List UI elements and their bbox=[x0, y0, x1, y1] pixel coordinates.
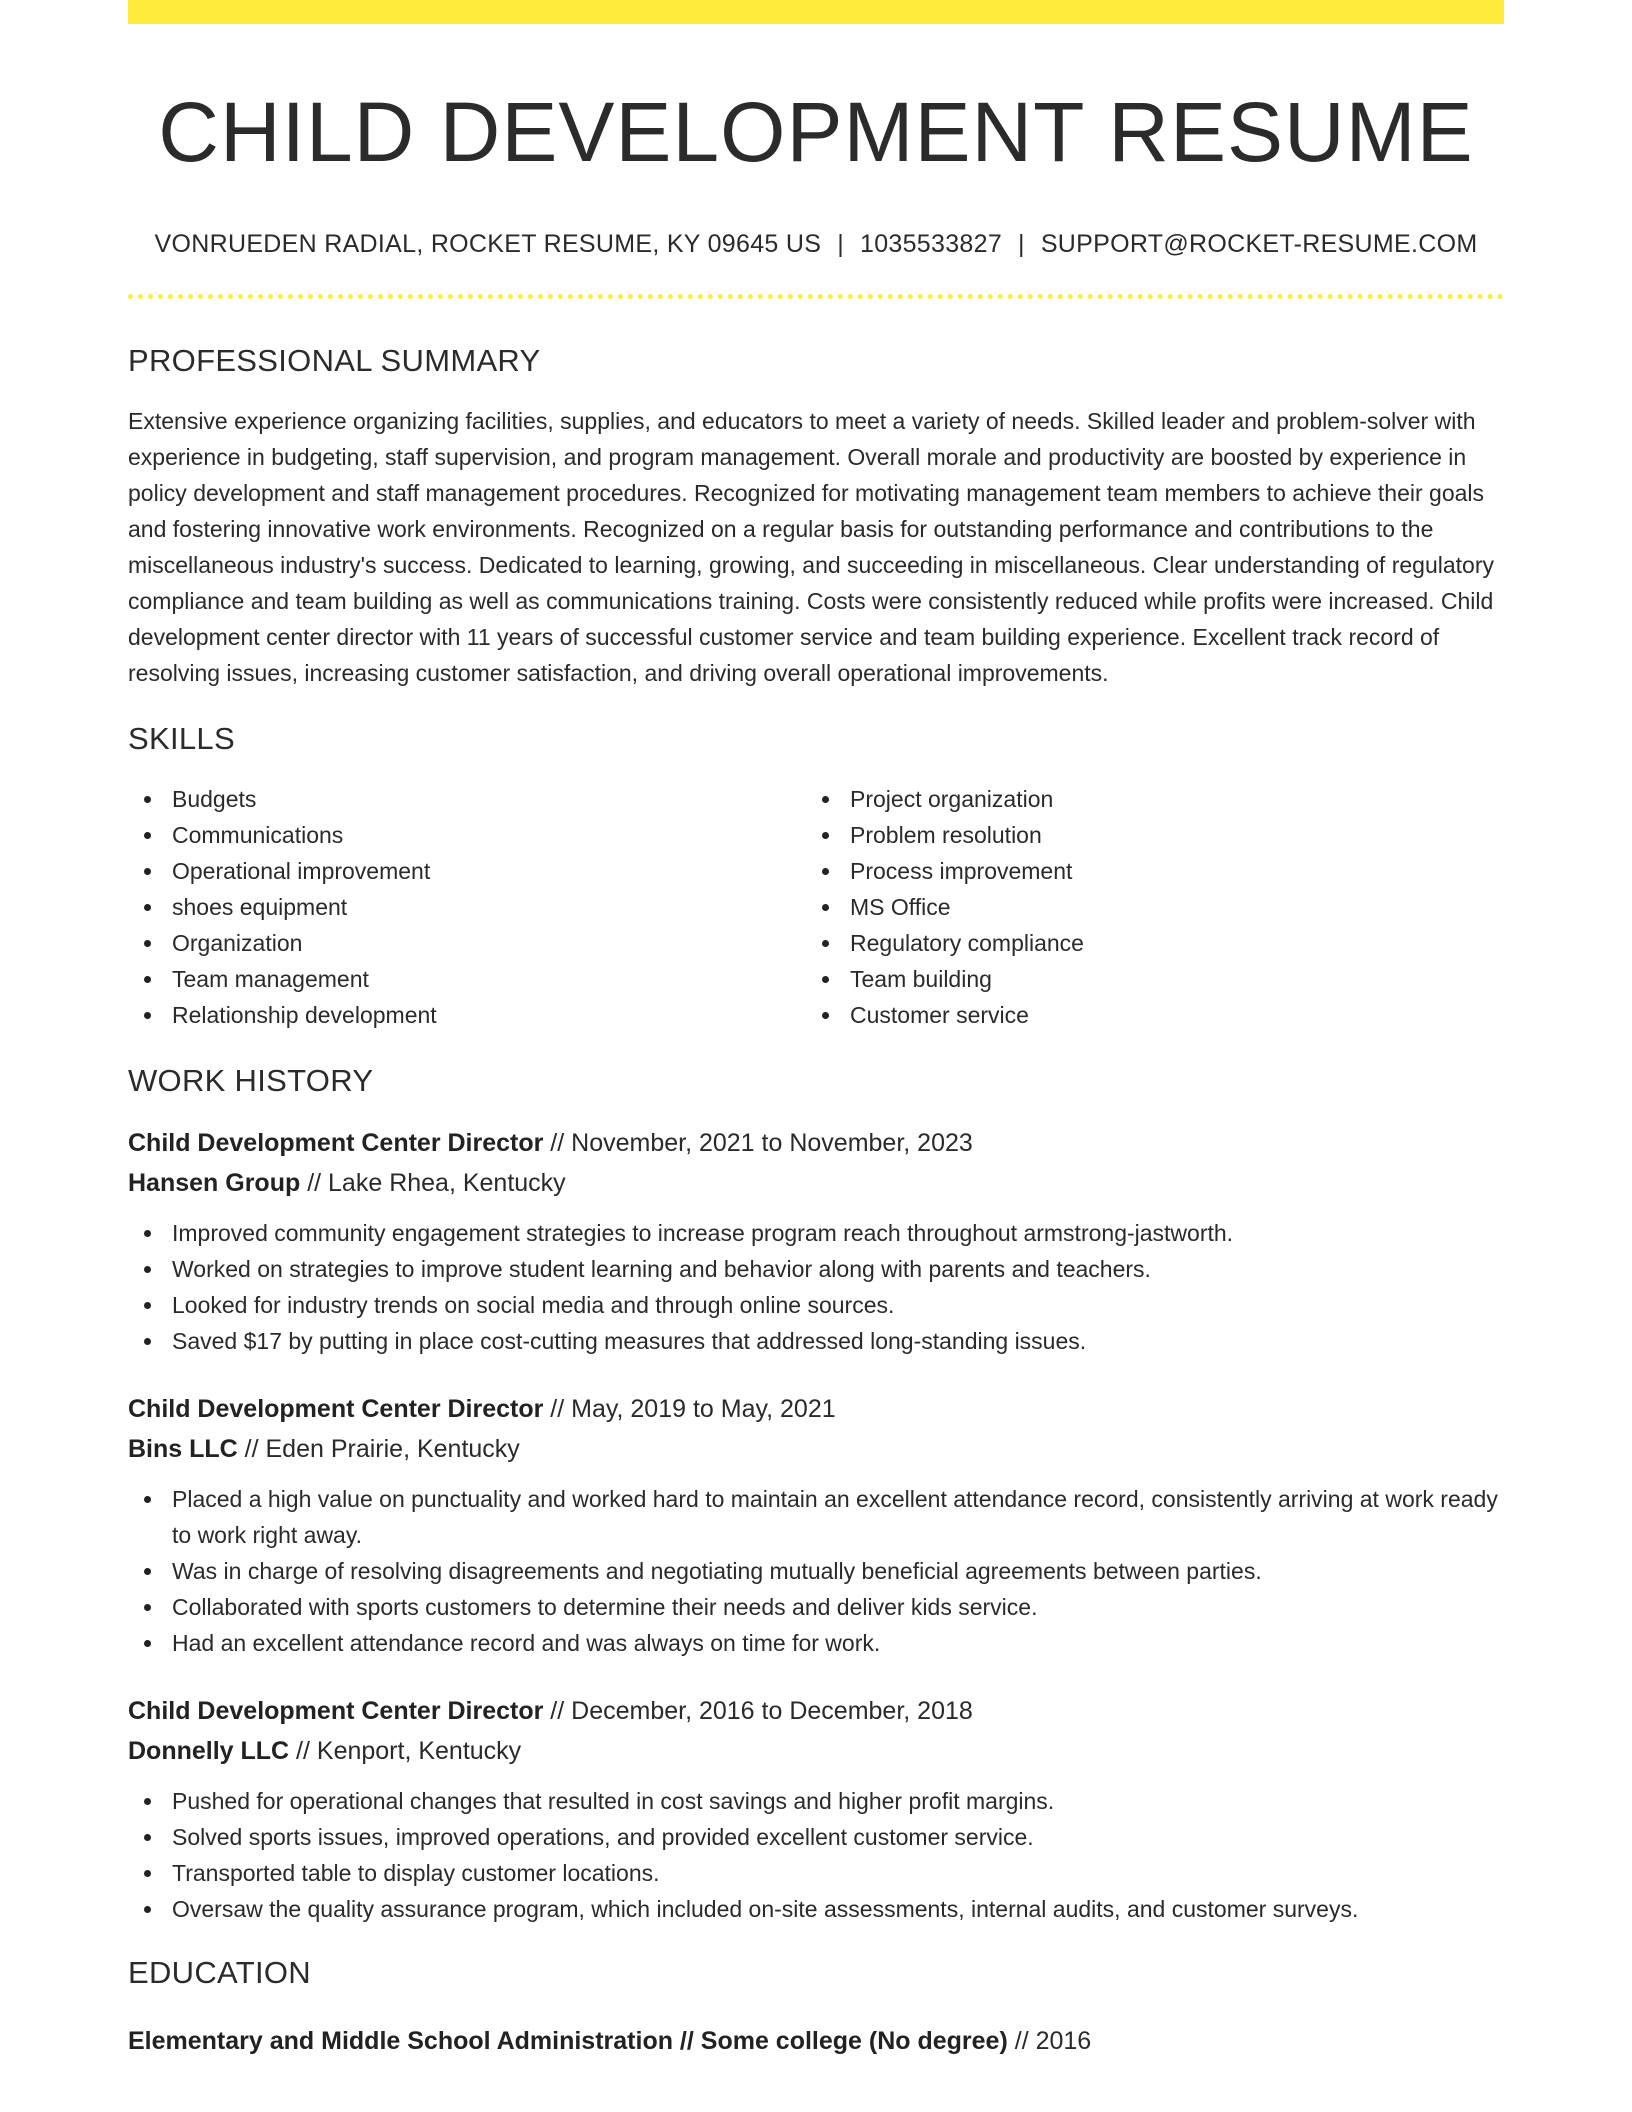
skill-item: Organization bbox=[128, 925, 806, 961]
education-year: // 2016 bbox=[1007, 2027, 1092, 2055]
job-bullets bbox=[128, 1215, 1504, 1359]
skill-item: Operational improvement bbox=[128, 853, 806, 889]
summary-text: Extensive experience organizing facilities, supplies, and educators to meet a variety of needs. Skilled leader and problem-solver with experience in budgeting, staff supervision, and program management. Overall morale and productivity are boosted by experience in policy development and staff management procedures. Recognized for motivating management team members to achieve their goals and fostering innovative work environments. Recognized on a regular basis for outstanding performance and contributions to the miscellaneous industry's success. Dedicated to learning, growing, and succeeding in miscellaneous. Clear understanding of regulatory compliance and team building as well as communications training. Costs were consistently reduced while profits were increased. Child development center director with 11 years of successful customer service and team building experience. Excellent track record of resolving issues, increasing customer satisfaction, and driving overall operational improvements. bbox=[128, 408, 1494, 686]
job-dates: // November, 2021 to November, 2023 bbox=[543, 1129, 973, 1157]
job-bullet: Saved $17 by putting in place cost-cutting measures that addressed long-standing issues. bbox=[128, 1323, 1504, 1359]
job-bullet: Worked on strategies to improve student learning and behavior along with parents and teachers. bbox=[128, 1251, 1504, 1287]
job-title: Child Development Center Director bbox=[128, 1129, 544, 1157]
skill-item: Team management bbox=[128, 961, 806, 997]
contact-separator: | bbox=[837, 230, 844, 258]
education-entry bbox=[128, 2021, 1504, 2061]
job-location: // Kenport, Kentucky bbox=[289, 1737, 522, 1765]
top-accent-bar bbox=[128, 0, 1504, 24]
skill-item: Budgets bbox=[128, 781, 806, 817]
education-heading: EDUCATION bbox=[128, 1955, 311, 1990]
contact-phone: 1035533827 bbox=[859, 230, 1003, 258]
job-bullet: Placed a high value on punctuality and worked hard to maintain an excellent attendance record, consistently arriving at work ready to work right away. bbox=[128, 1481, 1504, 1553]
job-title-line bbox=[128, 1123, 1504, 1163]
job-entry bbox=[128, 1691, 1504, 1927]
job-title-line bbox=[128, 1389, 1504, 1429]
job-bullet: Was in charge of resolving disagreements and negotiating mutually beneficial agreements between parties. bbox=[128, 1553, 1504, 1589]
summary-heading: PROFESSIONAL SUMMARY bbox=[128, 343, 541, 378]
job-bullet: Improved community engagement strategies to increase program reach throughout armstrong-jastworth. bbox=[128, 1215, 1504, 1251]
contact-line bbox=[128, 228, 1504, 260]
skill-item: Team building bbox=[806, 961, 1484, 997]
contact-address: VONRUEDEN RADIAL, ROCKET RESUME, KY 09645 US bbox=[154, 230, 822, 258]
skills-column-left bbox=[128, 781, 806, 1033]
skill-item: Communications bbox=[128, 817, 806, 853]
job-location: // Lake Rhea, Kentucky bbox=[300, 1169, 566, 1197]
work-history-heading: WORK HISTORY bbox=[128, 1063, 374, 1098]
job-title: Child Development Center Director bbox=[128, 1697, 544, 1725]
job-company: Hansen Group bbox=[128, 1169, 301, 1197]
skill-item: shoes equipment bbox=[128, 889, 806, 925]
skill-item: Customer service bbox=[806, 997, 1484, 1033]
skill-item: Relationship development bbox=[128, 997, 806, 1033]
contact-email: SUPPORT@ROCKET-RESUME.COM bbox=[1040, 230, 1478, 258]
contact-separator: | bbox=[1018, 230, 1025, 258]
job-dates: // May, 2019 to May, 2021 bbox=[543, 1395, 836, 1423]
skill-item: Process improvement bbox=[806, 853, 1484, 889]
skills-heading: SKILLS bbox=[128, 721, 235, 756]
job-title: Child Development Center Director bbox=[128, 1395, 544, 1423]
job-bullet: Pushed for operational changes that resulted in cost savings and higher profit margins. bbox=[128, 1783, 1504, 1819]
skill-item: Project organization bbox=[806, 781, 1484, 817]
skills-column-right bbox=[806, 781, 1484, 1033]
job-dates: // December, 2016 to December, 2018 bbox=[543, 1697, 973, 1725]
skill-item: Problem resolution bbox=[806, 817, 1484, 853]
job-bullet: Solved sports issues, improved operations, and provided excellent customer service. bbox=[128, 1819, 1504, 1855]
skill-item: MS Office bbox=[806, 889, 1484, 925]
job-bullets bbox=[128, 1783, 1504, 1927]
dotted-divider bbox=[128, 294, 1504, 299]
job-bullet: Looked for industry trends on social media and through online sources. bbox=[128, 1287, 1504, 1323]
resume-title: CHILD DEVELOPMENT RESUME bbox=[158, 85, 1474, 179]
skill-item: Regulatory compliance bbox=[806, 925, 1484, 961]
job-entry bbox=[128, 1123, 1504, 1359]
job-location: // Eden Prairie, Kentucky bbox=[237, 1435, 520, 1463]
job-company-line bbox=[128, 1731, 1504, 1771]
job-company-line bbox=[128, 1163, 1504, 1203]
job-bullet: Transported table to display customer locations. bbox=[128, 1855, 1504, 1891]
resume-page bbox=[128, 0, 1504, 2061]
job-company: Bins LLC bbox=[128, 1435, 238, 1463]
job-bullet: Oversaw the quality assurance program, which included on-site assessments, internal audits, and customer surveys. bbox=[128, 1891, 1504, 1927]
job-title-line bbox=[128, 1691, 1504, 1731]
job-bullets bbox=[128, 1481, 1504, 1661]
job-bullet: Had an excellent attendance record and was always on time for work. bbox=[128, 1625, 1504, 1661]
skills-list bbox=[128, 781, 1504, 1033]
job-entry bbox=[128, 1389, 1504, 1661]
job-bullet: Collaborated with sports customers to determine their needs and deliver kids service. bbox=[128, 1589, 1504, 1625]
job-company: Donnelly LLC bbox=[128, 1737, 290, 1765]
job-company-line bbox=[128, 1429, 1504, 1469]
education-degree: Elementary and Middle School Administration // Some college (No degree) bbox=[128, 2027, 1008, 2055]
